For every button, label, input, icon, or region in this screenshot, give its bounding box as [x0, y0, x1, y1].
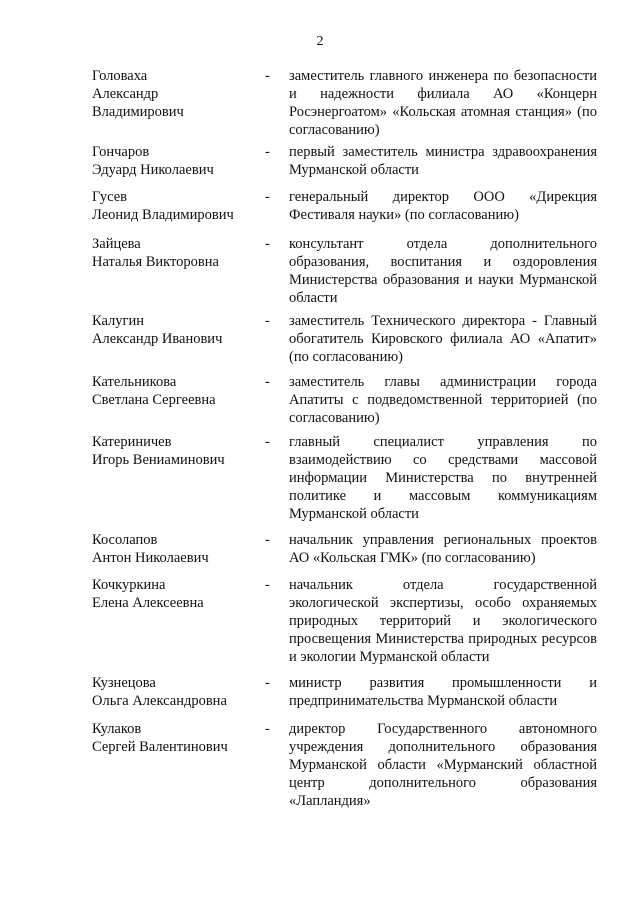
given-names: Наталья Викторовна [92, 254, 219, 270]
given-names: Елена Алексеевна [92, 595, 204, 611]
given-names: Ольга Александровна [92, 693, 227, 709]
surname: Кузнецова [92, 675, 156, 691]
given-names: Эдуард Николаевич [92, 162, 214, 178]
given-names: Леонид Владимирович [92, 207, 234, 223]
separator-dash: - [265, 189, 270, 205]
person-name [92, 235, 262, 271]
person-name [92, 433, 262, 469]
surname: Кочкуркина [92, 577, 166, 593]
position-description: главный специалист управления по взаимодействию со средствами массовой информации Министерства по внутренней политике и массовым коммуникациям Мурманской области [289, 434, 597, 522]
separator-dash: - [265, 313, 270, 329]
position-description: заместитель главы администрации города Апатиты с подведомственной территорией (по согласованию) [289, 374, 597, 426]
position-description: заместитель главного инженера по безопасности и надежности филиала АО «Концерн Росэнергоатом» «Кольская атомная станция» (по согласованию) [289, 68, 597, 138]
surname: Кательникова [92, 374, 177, 390]
person-name [92, 312, 262, 348]
first-name: Александр [92, 86, 159, 102]
surname: Зайцева [92, 236, 141, 252]
separator-dash: - [265, 675, 270, 691]
surname: Кулаков [92, 721, 142, 737]
given-names: Сергей Валентинович [92, 739, 228, 755]
separator-dash: - [265, 434, 270, 450]
position-description: начальник отдела государственной экологической экспертизы, особо охраняемых природных территорий и экологического просвещения Министерства природных ресурсов и экологии Мурманской области [289, 577, 597, 665]
separator-dash: - [265, 721, 270, 737]
person-name [92, 674, 262, 710]
separator-dash: - [265, 144, 270, 160]
page-number: 2 [316, 34, 324, 49]
given-names: Игорь Вениаминович [92, 452, 225, 468]
separator-dash: - [265, 577, 270, 593]
position-description: начальник управления региональных проектов АО «Кольская ГМК» (по согласованию) [289, 532, 597, 566]
person-name [92, 67, 262, 121]
position-description: директор Государственного автономного учреждения дополнительного образования Мурманской области «Мурманский областной центр дополнительного образования «Лапландия» [289, 721, 597, 809]
position-description: генеральный директор ООО «Дирекция Фестиваля науки» (по согласованию) [289, 189, 597, 223]
person-name [92, 576, 262, 612]
person-name [92, 188, 262, 224]
position-description: министр развития промышленности и предпринимательства Мурманской области [289, 675, 597, 709]
separator-dash: - [265, 374, 270, 390]
person-name [92, 531, 262, 567]
surname: Гончаров [92, 144, 150, 160]
given-names: Антон Николаевич [92, 550, 209, 566]
separator-dash: - [265, 68, 270, 84]
person-name [92, 720, 262, 756]
given-names: Светлана Сергеевна [92, 392, 216, 408]
separator-dash: - [265, 236, 270, 252]
person-name [92, 143, 262, 179]
surname: Калугин [92, 313, 144, 329]
given-names: Александр Иванович [92, 331, 223, 347]
surname: Гусев [92, 189, 127, 205]
person-name [92, 373, 262, 409]
surname: Косолапов [92, 532, 158, 548]
separator-dash: - [265, 532, 270, 548]
surname: Катериничев [92, 434, 172, 450]
position-description: первый заместитель министра здравоохранения Мурманской области [289, 144, 597, 178]
position-description: заместитель Технического директора - Главный обогатитель Кировского филиала АО «Апатит» (по согласованию) [289, 313, 597, 365]
surname: Головаха [92, 68, 148, 84]
patronymic: Владимирович [92, 104, 184, 120]
position-description: консультант отдела дополнительного образования, воспитания и оздоровления Министерства образования и науки Мурманской области [289, 236, 597, 306]
